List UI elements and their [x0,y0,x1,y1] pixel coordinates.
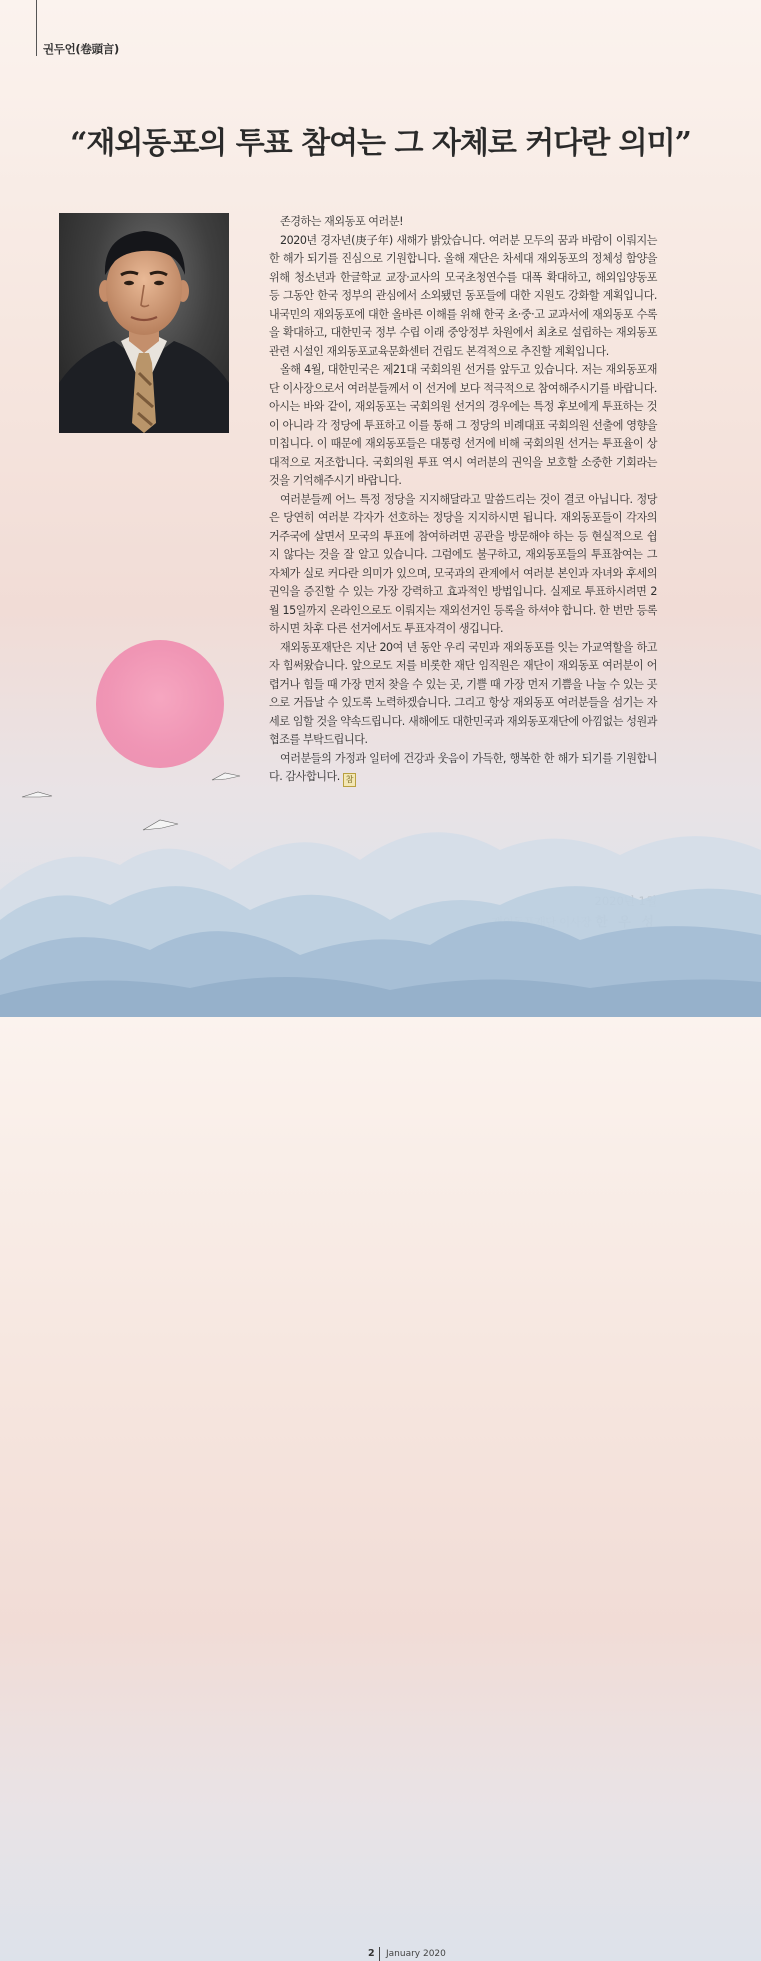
page-footer [0,974,761,1959]
paragraph-text: 여러분들의 가정과 일터에 건강과 웃음이 가득한, 행복한 한 해가 되기를 기원합니다. 감사합니다. [269,751,657,783]
greeting: 존경하는 재외동포 여러분! [280,215,404,228]
paragraph: 올해 4월, 대한민국은 제21대 국회의원 선거를 앞두고 있습니다. 저는 재외동포재단 이사장으로서 여러분들께서 이 선거에 보다 적극적으로 참여해주시기를 바랍니다. 아시는 바와 같이, 재외동포는 국회의원 선거의 경우에는 특정 후보에게 투표하는 것이 아니라 각 정당에 투표하고 이를 통해 그 정당의 비례대표 국회의원 선출에 영향을 미칩니다. 이 때문에 재외동포들은 대통령 선거에 비해 국회의원 선거는 투표율이 상대적으로 저조합니다. 국회의원 투표 역시 여러분의 권익을 보호할 소중한 기회라는 것을 기억해주시기 바랍니다. [269,363,657,487]
paragraph: 재외동포재단은 지난 20여 년 동안 우리 국민과 재외동포를 잇는 가교역할을 하고자 힘써왔습니다. 앞으로도 저를 비롯한 재단 임직원은 재단이 재외동포 여러분이 어렵거나 힘들 때 가장 먼저 찾을 수 있는 곳, 기쁠 때 가장 먼저 기쁨을 나눌 수 있는 곳으로 거듭날 수 있도록 노력하겠습니다. 그리고 항상 재외동포 여러분들을 섬기는 자세로 임할 것을 약속드립니다. 새해에도 대한민국과 재외동포재단에 아낌없는 성원과 협조를 부탁드립니다. [269,640,657,746]
sun-graphic [96,640,224,768]
footer-divider [379,1947,380,1961]
article-title: “재외동포의 투표 참여는 그 자체로 커다란 의미” [70,126,691,161]
page-number: 2 [368,1948,375,1959]
header-rule [36,0,37,56]
section-label: 권두언(卷頭言) [43,42,119,56]
paragraph: 2020년 경자년(庚子年) 새해가 밝았습니다. 여러분 모두의 꿈과 바람이 이뤄지는 한 해가 되기를 진심으로 기원합니다. 올해 재단은 차세대 재외동포의 정체성 함양을 위해 청소년과 한글학교 교장·교사의 모국초청연수를 대폭 확대하고, 해외입양동포 등 그동안 한국 정부의 관심에서 소외됐던 동포들에 대한 지원도 강화할 계획입니다. 내국민의 재외동포에 대한 올바른 이해를 위해 한국 초·중·고 교과서에 재외동포 수록을 확대하고, 대한민국 정부 수립 이래 중앙정부 차원에서 최초로 설립하는 재외동포 관련 시설인 재외동포교육문화센터 건립도 본격적으로 추진할 계획입니다. [269,233,657,358]
issue-date: January 2020 [386,1949,446,1959]
article-body [269,213,657,787]
portrait-photo [59,213,229,433]
paragraph: 여러분들께 어느 특정 정당을 지지해달라고 말씀드리는 것이 결코 아닙니다. 정당은 당연히 여러분 각자가 선호하는 정당을 지지하시면 됩니다. 재외동포들이 각자의 거주국에 살면서 모국의 투표에 참여하려면 공관을 방문해야 하는 등 현실적으로 쉽지 않다는 것을 잘 알고 있습니다. 그럼에도 불구하고, 재외동포들의 투표참여는 그 자체가 실로 커다란 의미가 있으며, 모국과의 관계에서 여러분 본인과 자녀와 후세의 권익을 증진할 수 있는 가장 강력하고 효과적인 방법입니다. 실제로 투표하시려면 2월 15일까지 온라인으로도 이뤄지는 재외선거인 등록을 하셔야 합니다. 한 번만 등록하시면 차후 다른 선거에서도 투표자격이 생깁니다. [269,492,657,635]
end-mark-icon: 참 [343,773,356,787]
portrait-illustration [59,213,229,433]
